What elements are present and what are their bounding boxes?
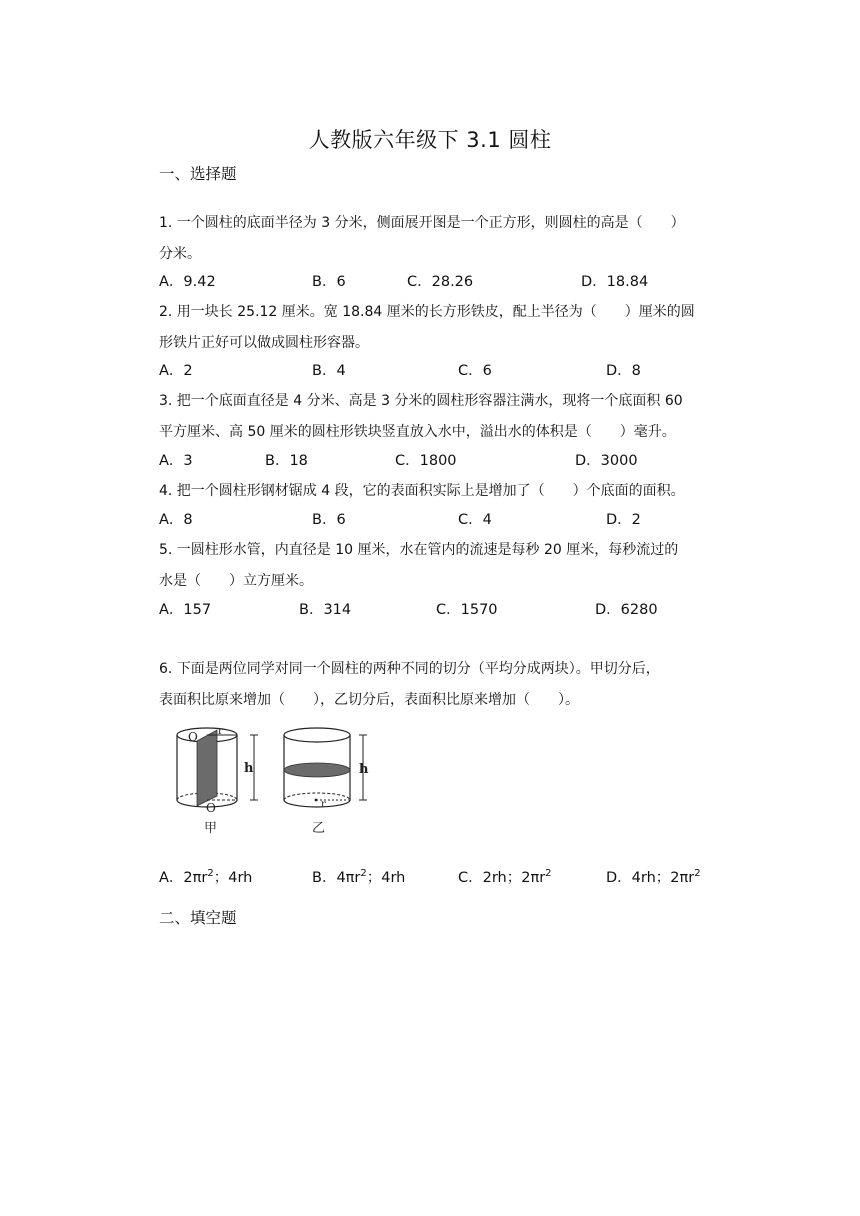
question-3-options bbox=[159, 449, 719, 473]
label-jia: 甲 bbox=[204, 821, 218, 836]
label-r-top: r bbox=[218, 726, 223, 737]
question-5-line-1: 5. 一圆柱形水管，内直径是 10 厘米，水在管内的流速是每秒 20 厘米，每秒流过的 bbox=[159, 542, 679, 558]
question-5 bbox=[159, 535, 711, 597]
option-b: B．6 bbox=[312, 512, 346, 528]
cylinder-yi bbox=[284, 728, 369, 836]
question-1-line-1: 1. 一个圆柱的底面半径为 3 分米，侧面展开图是一个正方形，则圆柱的高是（ ） bbox=[159, 215, 685, 231]
option-c: C．2rh；$2\pi r^2$ bbox=[458, 868, 552, 886]
option-a: A．3 bbox=[159, 453, 193, 469]
cylinder-jia bbox=[177, 726, 258, 836]
label-r-yi: r bbox=[321, 799, 326, 810]
label-yi: 乙 bbox=[312, 821, 326, 836]
option-d: D．8 bbox=[606, 363, 641, 379]
option-c: C．4 bbox=[458, 512, 492, 528]
question-3-line-2: 平方厘米、高 50 厘米的圆柱形铁块竖直放入水中，溢出水的体积是（ ）毫升。 bbox=[159, 424, 676, 440]
label-h-yi: h bbox=[359, 762, 369, 777]
question-1-line-2: 分米。 bbox=[159, 246, 201, 262]
label-h-jia: h bbox=[244, 761, 254, 776]
question-4 bbox=[159, 476, 711, 507]
question-3-line-1: 3. 把一个底面直径是 4 分米、高是 3 分米的圆柱形容器注满水，现将一个底面积 60 bbox=[159, 393, 683, 409]
option-d: D．3000 bbox=[575, 453, 638, 469]
section-heading-fill: 二、填空题 bbox=[159, 909, 237, 927]
option-d: D．18.84 bbox=[581, 274, 649, 290]
option-c: C．1800 bbox=[395, 453, 457, 469]
option-d: D．6280 bbox=[595, 602, 658, 618]
option-c: C．1570 bbox=[436, 602, 498, 618]
label-o-bottom: O bbox=[206, 801, 216, 815]
option-c: C．28.26 bbox=[407, 274, 474, 290]
option-b: B．18 bbox=[265, 453, 308, 469]
question-6-line-1: 6. 下面是两位同学对同一个圆柱的两种不同的切分（平均分成两块）。甲切分后， bbox=[159, 661, 660, 677]
question-2-options bbox=[159, 359, 719, 383]
question-1-options bbox=[159, 270, 719, 294]
option-c: C．6 bbox=[458, 363, 492, 379]
question-6 bbox=[159, 654, 711, 716]
page-title: 人教版六年级下 3.1 圆柱 bbox=[308, 128, 552, 152]
question-6-options bbox=[159, 866, 719, 890]
option-a: A．157 bbox=[159, 602, 212, 618]
question-3 bbox=[159, 386, 711, 448]
question-2 bbox=[159, 297, 711, 359]
label-o-top: O bbox=[188, 730, 198, 744]
option-b: B．$4\pi r^2$；4rh bbox=[312, 868, 406, 886]
option-a: A．2 bbox=[159, 363, 193, 379]
section-heading-choice: 一、选择题 bbox=[159, 165, 237, 183]
question-1 bbox=[159, 208, 711, 270]
cylinder-figure bbox=[160, 722, 390, 840]
question-4-line-1: 4. 把一个圆柱形钢材锯成 4 段，它的表面积实际上是增加了（ ）个底面的面积。 bbox=[159, 483, 685, 499]
question-6-line-2: 表面积比原来增加（ ），乙切分后，表面积比原来增加（ ）。 bbox=[159, 692, 579, 708]
question-2-line-2: 形铁片正好可以做成圆柱形容器。 bbox=[159, 335, 369, 351]
option-d: D．4rh；$2\pi r^2$ bbox=[606, 868, 701, 886]
option-d: D．2 bbox=[606, 512, 641, 528]
option-a: A．$2\pi r^2$；4rh bbox=[159, 868, 253, 886]
option-b: B．4 bbox=[312, 363, 346, 379]
question-2-line-1: 2. 用一块长 25.12 厘米。宽 18.84 厘米的长方形铁皮，配上半径为（ ）厘米的圆 bbox=[159, 304, 695, 320]
option-b: B．314 bbox=[299, 602, 352, 618]
question-5-options bbox=[159, 598, 719, 622]
option-a: A．8 bbox=[159, 512, 193, 528]
option-a: A．9.42 bbox=[159, 274, 216, 290]
option-b: B．6 bbox=[312, 274, 346, 290]
question-5-line-2: 水是（ ）立方厘米。 bbox=[159, 573, 313, 589]
question-4-options bbox=[159, 508, 719, 532]
